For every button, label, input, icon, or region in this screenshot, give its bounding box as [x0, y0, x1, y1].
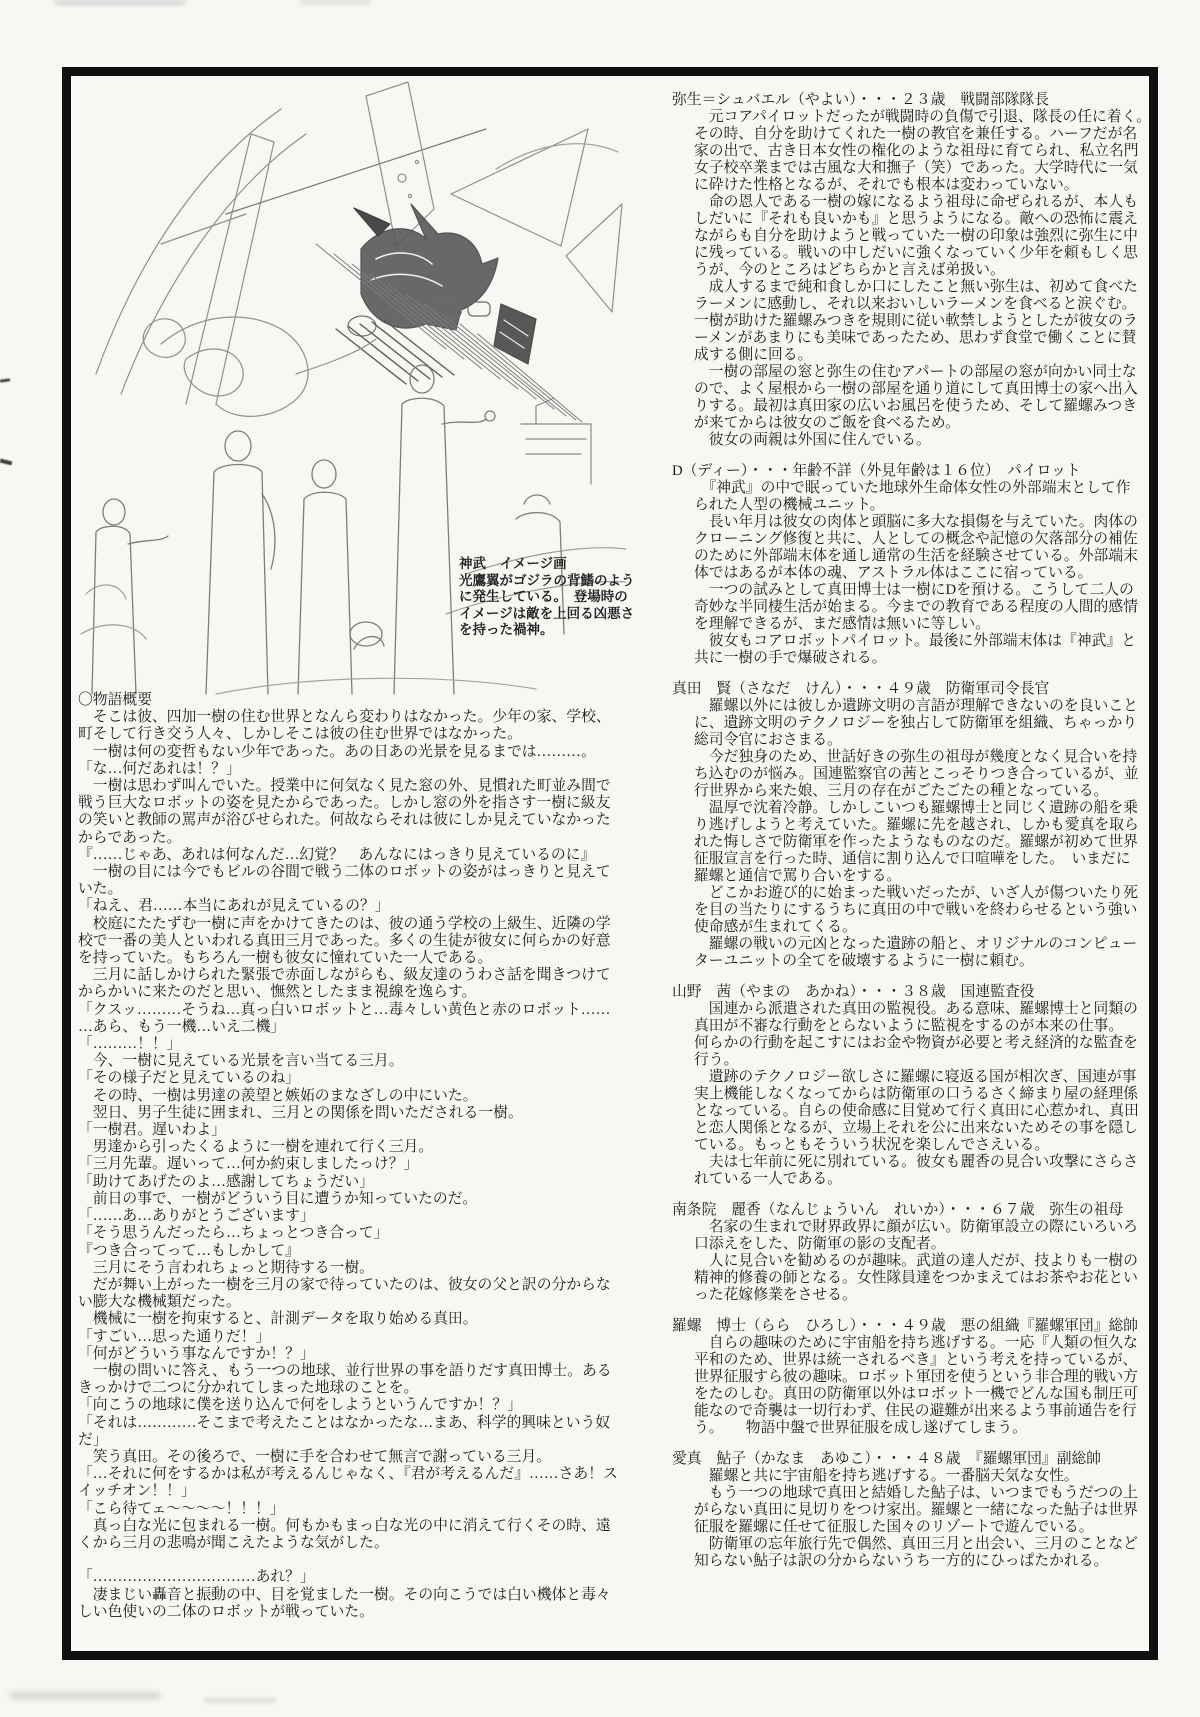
story-line: からかいに来たのだと思い、憮然としたまま視線を逸らす。: [78, 984, 477, 1001]
story-line: 笑う真田。その後ろで、一樹に手を合わせて無言で謝っている三月。: [78, 1448, 552, 1465]
character-line: 何らかの行動を起こすにはお金や物資が必要と考え経済的な監査を: [694, 1035, 1138, 1051]
story-line: その時、一樹は男達の羨望と嫉妬のまなざしの中にいた。: [78, 1087, 478, 1104]
character-line: に、遺跡文明のテクノロジーを独占して防衛軍を組織、ちゃっかり: [694, 715, 1138, 731]
story-line: 『つき合ってって…もしかして』: [78, 1242, 300, 1259]
story-line: の笑いと教師の罵声が浴びせられた。何故ならそれは彼にしか見えていなかった: [78, 812, 611, 829]
character-line: がらない真田に見切りをつけ家出。羅螺と一緒になった鮎子は世界: [694, 1502, 1138, 1518]
character-paragraph: [694, 1253, 1158, 1304]
character-paragraph: [694, 279, 1158, 364]
character-paragraph: [694, 1001, 1158, 1069]
story-line: からであった。: [78, 829, 182, 846]
story-line: だが舞い上がった一樹を三月の家で待っていたのは、彼女の父と訳の分からな: [78, 1276, 611, 1293]
character-paragraph: [694, 800, 1158, 885]
character-line: 使命感が生まれてくる。: [694, 919, 857, 935]
story-line: 「な…何だあれは！？」: [78, 760, 241, 777]
character-paragraph: [694, 432, 1158, 449]
character-line: 温厚で沈着冷静。しかしこいつも羅螺博士と同じく遺跡の船を乗: [694, 800, 1138, 816]
character-section: [672, 1202, 1158, 1304]
character-line: もう一つの地球で真田と結婚した鮎子は、いつまでもうだつの上: [694, 1485, 1138, 1501]
story-line: 前日の事で、一樹がどういう目に遭うか知っていたのだ。: [78, 1190, 478, 1207]
character-paragraph: [694, 936, 1158, 970]
story-line: 三月に話しかけられた緊張で赤面しながらも、級友達のうわさ話を聞きつけて: [78, 967, 611, 984]
character-line: 成人するまで純和食しか口にしたこと無い弥生は、初めて食べた: [694, 279, 1138, 295]
character-section: [672, 1318, 1158, 1437]
character-profiles-column: [672, 92, 1158, 1570]
story-line: 今、一樹に見えている光景を言い当てる三月。: [78, 1053, 404, 1070]
character-line: ている。もっともそういう状況を楽しんでさえいる。: [694, 1137, 1050, 1153]
character-line: りする。最初は真田家の広いお風呂を使うため、そして羅螺みつき: [694, 398, 1138, 414]
character-paragraph: [694, 109, 1158, 194]
character-line: れている一人である。: [694, 1171, 842, 1187]
character-line: どこかお遊び的に始まった戦いだったが、いざ人が傷ついたり死: [694, 885, 1138, 901]
story-line: 凄まじい轟音と振動の中、目を覚ました一樹。その向こうでは白い機体と毒々: [78, 1586, 611, 1603]
story-line: 「三月先輩。遅いって…何か約束しましたっけ？」: [78, 1156, 419, 1173]
story-line: 「クスッ………そうね…真っ白いロボットと…毒々しい黄色と赤のロボット……: [78, 1001, 611, 1018]
character-line: を理解できるが、まだ感情は無いに等しい。: [694, 616, 990, 632]
scan-smudge: [300, 0, 370, 4]
character-line: その時、自分を助けてくれた一樹の教官を兼任する。ハーフだが名: [694, 126, 1138, 142]
character-line: 征服を羅螺に任せて征服した国々のリゾートで遊んでいる。: [694, 1519, 1094, 1535]
scan-mark: [0, 378, 10, 382]
story-line: 校で一番の美人といわれる真田三月であった。多くの生徒が彼女に何らかの好意: [78, 932, 611, 949]
character-paragraph: [694, 633, 1158, 667]
character-line: となっている。自らの使命感に目覚めて行く真田に心惹かれ、真田: [694, 1103, 1139, 1119]
character-header: D（ディー）・・・年齢不詳（外見年齢は１６位） パイロット: [672, 463, 1081, 479]
story-line: 「それは…………そこまで考えたことはなかったな…まあ、科学的興味という奴: [78, 1414, 611, 1431]
story-line: 「一樹君。遅いわよ」: [78, 1122, 226, 1139]
character-line: ターユニットの全てを破壊するように一樹に頼む。: [694, 953, 1034, 969]
story-line: 校庭にたたずむ一樹に声をかけてきたのは、彼の通う学校の上級生、近隣の学: [78, 915, 611, 932]
story-line: そこは彼、四加一樹の住む世界となんら変わりはなかった。少年の家、学校、: [78, 709, 611, 726]
character-line: 人に見合いを勧めるのが趣味。武道の達人だが、技よりも一樹の: [694, 1253, 1138, 1269]
story-line: 真っ白な光に包まれる一樹。何もかもまっ白な光の中に消えて行くその時、遠: [78, 1517, 611, 1534]
character-section: [672, 984, 1158, 1188]
character-line: に砕けた性格となるが、それでも根本は変わっていない。: [694, 177, 1079, 193]
character-line: う。 物語中盤で世界征服を成し遂げてしまう。: [694, 1420, 1027, 1436]
story-line: 「ねえ、君……本当にあれが見えているの？」: [78, 898, 390, 915]
story-line: 「こら待てェ～～～～！！！」: [78, 1500, 285, 1517]
caption-line: に発生している。 登場時の: [459, 589, 628, 605]
story-line: 戦う巨大なロボットの姿を見たからであった。しかし窓の外を指さす一樹に級友: [78, 795, 611, 812]
character-line: 奇妙な半同棲生活が始まる。今までの教育である程度の人間的感情: [694, 599, 1138, 615]
character-line: 真田が不審な行動をとらないように監視をするのが本来の仕事。: [694, 1018, 1124, 1034]
character-line: 防衛軍の忘年旅行先で偶然、真田三月と出会い、三月のことなど: [694, 1536, 1138, 1552]
character-line: 口添えをした、防衛軍の影の支配者。: [694, 1236, 946, 1252]
story-line: 「……………………………あれ？」: [78, 1569, 315, 1586]
story-line: 「助けてあげたのよ…感謝してちょうだい」: [78, 1173, 374, 1190]
character-header: 真田 賢（さなだ けん）・・・４９歳 防衛軍司令長官: [672, 681, 1050, 697]
character-line: 長い年月は彼女の肉体と頭脳に多大な損傷を与えていた。肉体の: [694, 514, 1138, 530]
character-line: り逃げしようと考えていた。羅螺に先を越され、しかも愛真を取ら: [694, 817, 1139, 833]
character-line: 行世界から来た娘、三月の存在がごたごたの種となっている。: [694, 783, 1109, 799]
character-line: 総司令官におさまる。: [694, 732, 842, 748]
character-line: 知らない鮎子は訳の分からないうち一方的にひっぱたかれる。: [694, 1553, 1109, 1569]
character-paragraph: [694, 1485, 1158, 1536]
character-line: しだいに『それも良いかも』と思うようになる。敵への恐怖に震え: [694, 211, 1138, 227]
scan-mark: [0, 459, 12, 466]
character-line: 共に一樹の手で爆破される。: [694, 650, 887, 666]
character-line: ので、よく屋根から一樹の部屋を通り道にして真田博士の家へ出入: [694, 381, 1138, 397]
character-section: [672, 1451, 1158, 1570]
story-line: を持っていた。もちろん一樹も彼女に憧れていた一人である。: [78, 950, 493, 967]
character-line: 世界征服すら彼の趣味。ロボット軍団を使うという非合理的戦い方: [694, 1369, 1138, 1385]
story-line: 〇物語概要: [78, 692, 152, 708]
caption-line: 神武 イメージ画: [459, 556, 567, 571]
caption-line: イメージは敵を上回る凶悪さ: [459, 605, 635, 621]
story-line: 一樹は何の変哲もない少年であった。あの日あの光景を見るまでは………。: [78, 743, 596, 760]
character-header: 山野 茜（やまの あかね）・・・３８歳 国連監査役: [672, 984, 1035, 1000]
story-line: 「………！！」: [78, 1036, 182, 1053]
character-line: 『神武』の中で眠っていた地球外生命体女性の外部端末として作: [694, 480, 1131, 496]
character-line: ーメンがあまりにも美味であったため、思わず食堂で働くことに賛: [694, 330, 1137, 346]
character-line: を目の当たりにするうちに真田の中で戦いを終わらせるという強い: [694, 902, 1138, 918]
character-header: 愛真 鮎子（かなま あゆこ）・・・４８歳 『羅螺軍団』副総帥: [672, 1451, 1102, 1467]
character-line: をたのしむ。真田の防衛軍以外はロボット一機でどんな国も制圧可: [694, 1386, 1138, 1402]
story-line: イッチオン！！」: [78, 1483, 196, 1500]
story-line: だ」: [78, 1431, 108, 1448]
character-line: 行う。: [694, 1052, 739, 1068]
story-line: いた。: [78, 881, 123, 898]
character-line: のために外部端末体を通し通常の生活を経験させている。外部端末: [694, 548, 1138, 564]
story-line: 「その様子だと見えているのね」: [78, 1070, 300, 1087]
character-line: に残っている。戦いの中しだいに強くなっていく少年を頼もしく思: [694, 245, 1138, 261]
scan-smudge: [10, 1692, 160, 1699]
character-line: 名家の生まれで財界政界に顔が広い。防衛軍設立の際にいろいろ: [694, 1219, 1138, 1235]
story-line: [78, 1552, 638, 1569]
character-section: [672, 92, 1158, 449]
story-line: 一樹の問いに答え、もう一つの地球、並行世界の事を語りだす真田博士。ある: [78, 1362, 612, 1379]
character-paragraph: [694, 1335, 1158, 1437]
caption-line: を持った禍神。: [459, 622, 554, 638]
character-line: 一つの試みとして真田博士は一樹にDを預ける。こうして二人の: [694, 582, 1134, 598]
character-header: 弥生＝シュバエル（やよい）・・・２３歳 戦闘部隊隊長: [672, 92, 1050, 108]
story-line: 「……あ…ありがとうございます」: [78, 1208, 315, 1225]
character-line: 夫は七年前に死に別れている。彼女も麗香の見合い攻撃にさらさ: [694, 1154, 1138, 1170]
story-line: 「…それに何をするかは私が考えるんじゃなく、『君が考えるんだ』……さあ！ス: [78, 1466, 618, 1483]
character-section: [672, 463, 1158, 667]
character-paragraph: [694, 364, 1158, 432]
character-paragraph: [694, 698, 1158, 749]
character-line: 実上機能しなくなってからは防衛軍の口うるさく締まり屋の経理係: [694, 1086, 1138, 1102]
story-line: 一樹は思わず叫んでいた。授業中に何気なく見た窓の外、見慣れた町並み間で: [78, 778, 611, 795]
character-paragraph: [694, 194, 1158, 279]
character-line: 一樹が助けた羅螺みつきを規則に従い軟禁しようとしたが彼女のラ: [694, 313, 1138, 329]
story-line: い膨大な機械類だった。: [78, 1294, 241, 1311]
story-line: 町そして行き交う人々、しかしそこは彼の住む世界ではなかった。: [78, 726, 522, 743]
character-line: ながらも自分を助けようと戦っていた一樹の印象は強烈に弥生に中: [694, 228, 1138, 244]
story-line: 男達から引ったくるように一樹を連れて行く三月。: [78, 1139, 434, 1156]
character-line: 体ではあるが本体の魂、アストラル体はここに宿っている。: [694, 565, 1093, 581]
character-line: 彼女の両親は外国に住んでいる。: [694, 432, 931, 448]
character-paragraph: [694, 1468, 1158, 1485]
story-line: 「向こうの地球に僕を送り込んで何をしようというんですか！？」: [78, 1397, 522, 1414]
story-line: 一樹の目には今でもビルの谷間で戦う二体のロボットの姿がはっきりと見えて: [78, 864, 611, 881]
story-line: しい色使いの二体のロボットが戦っていた。: [78, 1603, 374, 1620]
story-line: 機械に一樹を拘束すると、計測データを取り始める真田。: [78, 1311, 478, 1328]
story-line: 翌日、男子生徒に囲まれ、三月との関係を問いただされる一樹。: [78, 1104, 523, 1121]
character-line: と恋人関係となるが、立場上それを公に出来ないためその事を隠し: [694, 1120, 1138, 1136]
character-line: 羅螺の戦いの元凶となった遺跡の船と、オリジナルのコンピュー: [694, 936, 1138, 952]
scan-smudge: [55, 0, 185, 5]
sketch-caption: [459, 556, 649, 639]
character-line: 平和のため、世界は統一されるべき』という考えを持っているが、: [694, 1352, 1138, 1368]
story-synopsis-column: [78, 692, 638, 1621]
story-line: くから三月の悲鳴が聞こえたような気がした。: [78, 1534, 389, 1551]
character-line: 一樹の部屋の窓と弥生の住むアパートの部屋の窓が向かい同士な: [694, 364, 1137, 380]
story-line: …あら、もう一機…いえ二機」: [78, 1018, 286, 1035]
character-line: が来てからは彼女のご飯を食べるため。: [694, 415, 960, 431]
character-line: 命の恩人である一樹の嫁になるよう祖母に命ぜられるが、本人も: [694, 194, 1138, 210]
character-line: 国連から派遣された真田の監視役。ある意味、羅螺博士と同類の: [694, 1001, 1138, 1017]
character-paragraph: [694, 1069, 1158, 1154]
story-line: きっかけで二つに分かれてしまった地球のことを。: [78, 1380, 419, 1397]
character-paragraph: [694, 480, 1158, 514]
character-section: [672, 681, 1158, 970]
character-line: った花嫁修業をさせる。: [694, 1287, 857, 1303]
character-line: 家の出で、古き日本女性の権化のような祖母に育てられ、私立名門: [694, 143, 1139, 159]
character-line: れた悔しさで防衛軍を作ったようなものなのだ。羅螺が初めて世界: [694, 834, 1138, 850]
character-line: 羅螺と通信で罵り合いをする。: [694, 868, 902, 884]
character-line: 精神的修養の師となる。女性隊員達をつかまえてはお茶やお花とい: [694, 1270, 1138, 1286]
character-header: 南条院 麗香（なんじょういん れいか）・・・６７歳 弥生の祖母: [672, 1202, 1124, 1218]
character-line: うが、今のところはどちらかと言えば弟扱い。: [694, 262, 1005, 278]
character-line: 羅螺と共に宇宙船を持ち逃げする。一番脳天気な女性。: [694, 1468, 1079, 1484]
character-line: られた人型の機械ユニット。: [694, 497, 885, 513]
character-line: 成する側に回る。: [694, 347, 813, 363]
character-paragraph: [694, 1154, 1158, 1188]
character-line: 遺跡のテクノロジー欲しさに羅螺に寝返る国が相次ぎ、国連が事: [694, 1069, 1137, 1085]
character-line: ラーメンに感動し、それ以来おいしいラーメンを食べると涙ぐむ。: [694, 296, 1137, 312]
story-line: 「何がどういう事なんですか！？」: [78, 1345, 315, 1362]
character-line: 彼女もコアロボットパイロット。最後に外部端末体は『神武』と: [694, 633, 1136, 649]
character-paragraph: [694, 1536, 1158, 1570]
character-line: 元コアパイロットだったが戦闘時の負傷で引退、隊長の任に着く。: [694, 109, 1151, 125]
character-paragraph: [694, 885, 1158, 936]
story-line: 三月にそう言われちょっと期待する一樹。: [78, 1259, 374, 1276]
character-line: 征服宣言を行った時、通信に割り込んで口喧嘩をした。 いまだに: [694, 851, 1131, 867]
caption-line: 光鷹翼がゴジラの背鰭のよう: [459, 572, 635, 588]
character-paragraph: [694, 514, 1158, 582]
character-line: 今だ独身のため、世話好きの弥生の祖母が幾度となく見合いを持: [694, 749, 1138, 765]
scan-smudge: [205, 1698, 275, 1703]
story-line: 『……じゃあ、あれは何なんだ…幻覚？ あんなにはっきり見えているのに』: [78, 846, 596, 863]
character-paragraph: [694, 582, 1158, 633]
character-line: 女子校卒業までは古風な大和撫子（笑）であった。大学時代に一気: [694, 160, 1138, 176]
character-paragraph: [694, 1219, 1158, 1253]
character-line: 自らの趣味のために宇宙船を持ち逃げする。一応『人類の恒久な: [694, 1335, 1138, 1351]
story-line: 「すごい…思った通りだ！」: [78, 1328, 271, 1345]
character-line: 羅螺以外には彼しか遺跡文明の言語が理解できないのを良いこと: [694, 698, 1138, 714]
character-header: 羅螺 博士（らら ひろし）・・・４９歳 悪の組織『羅螺軍団』総帥: [672, 1318, 1139, 1334]
character-line: 能なので奇襲は一切行わず、住民の避難が出来るよう事前通告を行: [694, 1403, 1137, 1419]
character-line: クローニング修復と共に、人としての概念や記憶の欠落部分の補佐: [694, 531, 1138, 547]
story-line: 「そう思うんだったら…ちょっとつき合って」: [78, 1225, 389, 1242]
character-line: ち込むのが悩み。国連監察官の茜とこっそりつき合っているが、並: [694, 766, 1139, 782]
character-paragraph: [694, 749, 1158, 800]
